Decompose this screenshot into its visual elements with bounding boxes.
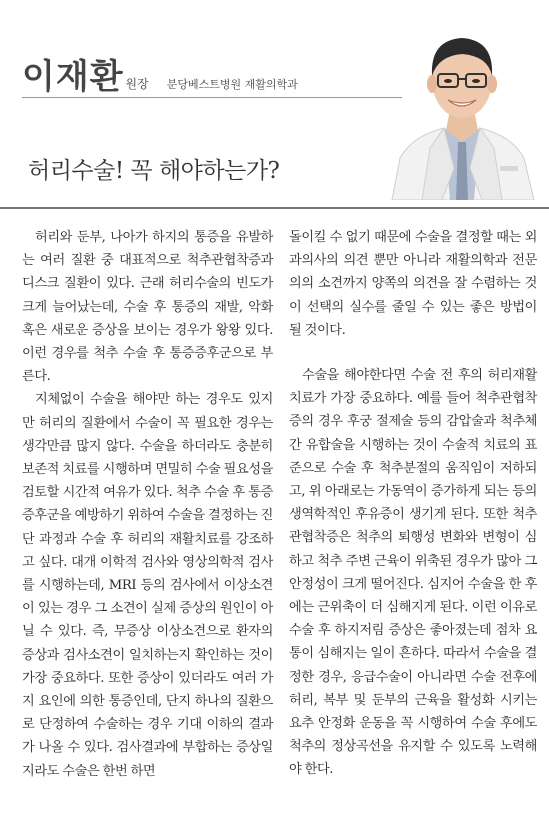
doctor-portrait-icon xyxy=(382,18,542,200)
author-title: 원장 xyxy=(125,77,149,91)
article-column-right xyxy=(289,226,537,782)
author-name: 이재환 xyxy=(22,57,124,97)
byline-rule xyxy=(22,97,402,98)
byline xyxy=(22,57,298,97)
headline: 허리수술! 꼭 해야하는가? xyxy=(28,158,280,184)
paragraph: 허리와 둔부, 나아가 하지의 통증을 유발하는 여러 질환 중 대표적으로 척추관협착증과 디스크 질환이 있다. 근래 허리수술의 빈도가 크게 늘어났는데, 수술 후 통증의 재발, 악화 혹은 새로운 증상을 보이는 경우가 왕왕 있다. 이런 경우를 척추 수술 후 통증증후군으로 부른다. xyxy=(22,230,273,385)
paragraph: 지체없이 수술을 해야만 하는 경우도 있지만 허리의 질환에서 수술이 꼭 필요한 경우는 생각만큼 많지 않다. 수술을 하더라도 충분히 보존적 치료를 시행하며 면밀히 수술 필요성을 검토할 시간적 여유가 있다. 척추 수술 후 통증증후군을 예방하기 위하여 수술을 결정하는 진단 과정과 수술 후 허리의 재활치료를 강조하고 싶다. 대개 이학적 검사와 영상의학적 검사를 시행하는데, MRI 등의 검사에서 이상소견이 있는 경우 그 소견이 실제 증상의 원인이 아닐 수 있다. 즉, 무증상 이상소견으로 환자의 증상과 검사소견이 일치하는지 확인하는 것이 가장 중요하다. 또한 증상이 있더라도 여러 가지 요인에 의한 통증인데, 단지 하나의 질환으로 단정하여 수술하는 경우 기대 이하의 결과가 나올 수 있다. 검사결과에 부합하는 증상일지라도 수술은 한번 하면 xyxy=(22,392,273,779)
article-header xyxy=(0,0,549,200)
author-affiliation: 분당베스트병원 재활의학과 xyxy=(166,78,298,91)
article-column-left xyxy=(22,226,273,783)
header-divider xyxy=(0,207,549,209)
paragraph: 돌이킬 수 없기 때문에 수술을 결정할 때는 외과의사의 의견 뿐만 아니라 재활의학과 전문의의 소견까지 양쪽의 의견을 잘 수렴하는 것이 선택의 실수를 줄일 수 있는 좋은 방법이 될 것이다. xyxy=(289,230,537,338)
paragraph: 수술을 해야한다면 수술 전 후의 허리재활치료가 가장 중요하다. 예를 들어 척추관협착증의 경우 후궁 절제술 등의 감압술과 척추체간 유합술을 시행하는 것이 수술적 치료의 표준으로 수술 후 척추분절의 움직임이 저하되고, 위 아래로는 가동역이 증가하게 되는 등의 생역학적인 후유증이 생기게 된다. 또한 척추관협착증은 척추의 퇴행성 변화와 변형이 심하고 척추 주변 근육이 위축된 경우가 많아 그 안정성이 크게 떨어진다. 심지어 수술을 한 후에는 근위축이 더 심해지게 된다. 이런 이유로 수술 후 하지저림 증상은 좋아졌는데 점차 요통이 심해지는 일이 흔하다. 따라서 수술을 결정한 경우, 응급수술이 아니라면 수술 전후에 허리, 복부 및 둔부의 근육을 활성화 시키는 요추 안정화 운동을 꼭 시행하여 수술 후에도 척추의 정상곡선을 유지할 수 있도록 노력해야 한다. xyxy=(289,368,537,778)
